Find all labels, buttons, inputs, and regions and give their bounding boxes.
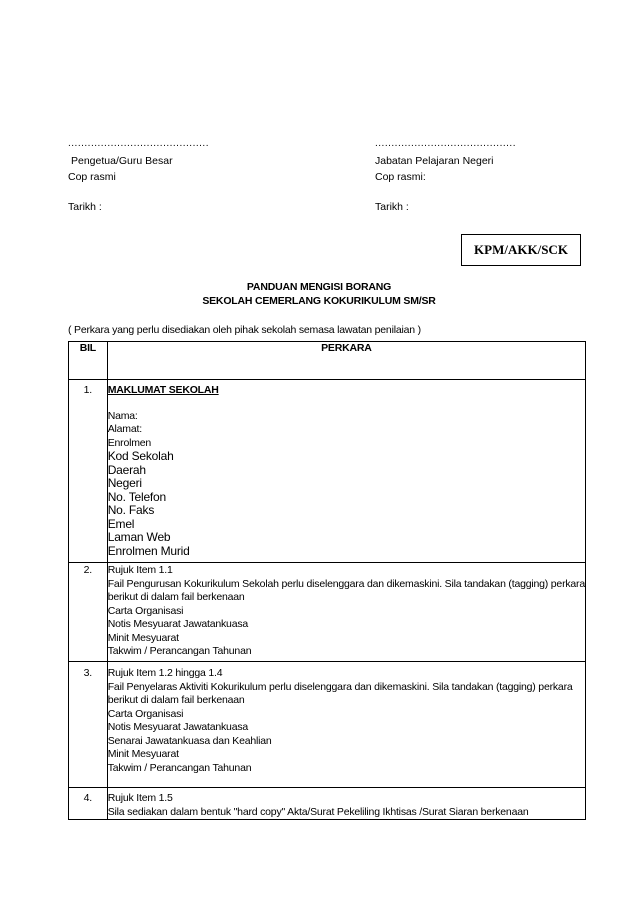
date-label-left: Tarikh : [68, 201, 102, 213]
list-item: Laman Web [107, 530, 171, 544]
list-item: Sila sediakan dalam bentuk "hard copy" Akta/Surat Pekeliling Ikhtisas /Surat Siaran berkenaan [107, 805, 529, 818]
signature-line-left: ........................................... [68, 138, 209, 149]
row-content [107, 788, 585, 820]
list-item: Enrolmen [107, 436, 152, 449]
row-content [107, 380, 585, 563]
list-item: Daerah [107, 462, 146, 477]
list-item: No. Faks [107, 503, 155, 517]
table-row [69, 788, 586, 820]
stamp-label-left: Cop rasmi [68, 171, 116, 183]
row-number: 4. [69, 788, 108, 820]
list-item: Notis Mesyuarat Jawatankuasa [107, 618, 249, 630]
list-item: berikut di dalam fail berkenaan [107, 591, 245, 603]
list-item: Minit Mesyuarat [107, 631, 179, 644]
table-header-row [69, 342, 586, 380]
header-perkara: PERKARA [107, 342, 585, 380]
list-item: Fail Pengurusan Kokurikulum Sekolah perlu diselenggara dan dikemaskini. Sila tandakan (tagging) perkara [107, 577, 585, 590]
list-item: Alamat: [107, 423, 142, 435]
signature-role-left: Pengetua/Guru Besar [71, 155, 173, 167]
list-item: Senarai Jawatankuasa dan Keahlian [107, 734, 272, 747]
header-bil: BIL [69, 342, 108, 380]
list-item: Fail Penyelaras Aktiviti Kokurikulum perlu diselenggara dan dikemaskini. Sila tandakan (tagging) perkara [107, 680, 573, 693]
checklist-table [68, 341, 586, 820]
row-content [107, 563, 585, 662]
list-item: Carta Organisasi [107, 707, 184, 720]
list-item: berikut di dalam fail berkenaan [107, 694, 245, 706]
list-item: Rujuk Item 1.2 hingga 1.4 [107, 667, 223, 679]
list-item: No. Telefon [107, 489, 167, 504]
signature-right [375, 139, 516, 215]
list-item: Kod Sekolah [107, 449, 174, 463]
signature-line-right: ........................................... [375, 138, 516, 149]
list-item: Takwim / Perancangan Tahunan [107, 645, 252, 657]
table-row [69, 662, 586, 788]
title-line-2: SEKOLAH CEMERLANG KOKURIKULUM SM/SR [202, 295, 436, 307]
signature-left [68, 139, 209, 215]
list-item: Rujuk Item 1.1 [107, 564, 173, 576]
list-item: Minit Mesyuarat [107, 748, 179, 760]
row-number: 1. [69, 380, 108, 563]
list-item: Emel [107, 516, 135, 531]
row-content [107, 662, 585, 788]
list-item: Negeri [107, 476, 142, 490]
table-row [69, 563, 586, 662]
stamp-label-right: Cop rasmi: [375, 171, 426, 183]
document-code-box: KPM/AKK/SCK [461, 234, 581, 266]
list-item: Rujuk Item 1.5 [107, 792, 173, 804]
title-line-1: PANDUAN MENGISI BORANG [246, 281, 392, 293]
signature-role-right: Jabatan Pelajaran Negeri [375, 155, 494, 167]
section-heading: MAKLUMAT SEKOLAH [107, 384, 219, 396]
list-item: Nama: [107, 409, 138, 422]
list-item: Notis Mesyuarat Jawatankuasa [107, 721, 249, 733]
table-row [69, 380, 586, 563]
list-item: Enrolmen Murid [107, 543, 190, 558]
date-label-right: Tarikh : [375, 201, 409, 213]
list-item: Takwim / Perancangan Tahunan [107, 761, 252, 774]
instruction-note: ( Perkara yang perlu disediakan oleh pihak sekolah semasa lawatan penilaian ) [68, 324, 421, 336]
row-number: 3. [69, 662, 108, 788]
list-item: Carta Organisasi [107, 604, 184, 617]
row-number: 2. [69, 563, 108, 662]
